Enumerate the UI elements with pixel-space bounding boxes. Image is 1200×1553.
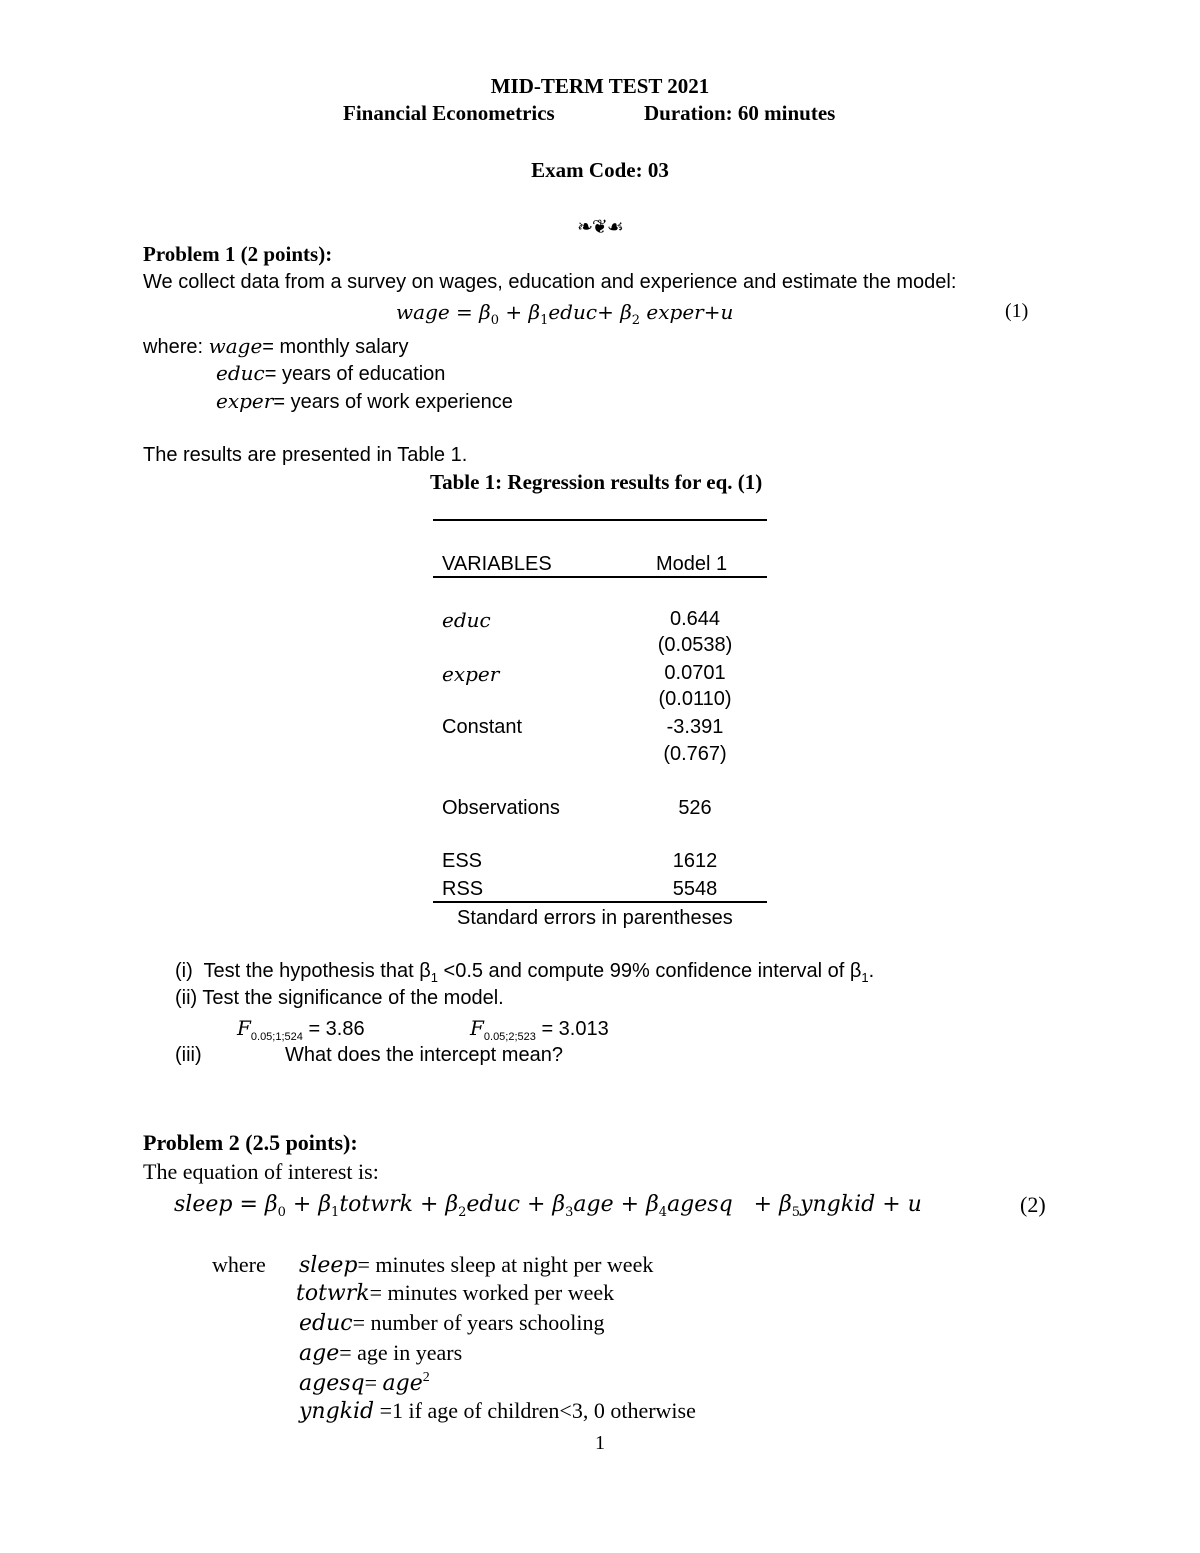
- ornament-icon: ❧❦☙: [577, 216, 623, 238]
- definition-yngkid: yngkid =1 if age of children<3, 0 otherwise: [299, 1398, 696, 1424]
- definition-educ: educ= years of education: [216, 361, 446, 385]
- page-number: 1: [595, 1432, 605, 1454]
- definition-wage: where: wage= monthly salary: [143, 334, 409, 358]
- table-caption: Table 1: Regression results for eq. (1): [430, 470, 763, 494]
- page-title: MID-TERM TEST 2021: [490, 74, 710, 98]
- exam-duration: Duration: 60 minutes: [644, 101, 836, 125]
- f-critical-1: $F_{0.05;1;524} = 3.86$: [237, 1016, 365, 1043]
- table-header-rule: [433, 576, 767, 578]
- course-name: Financial Econometrics: [343, 101, 555, 125]
- problem1-heading: Problem 1 (2 points):: [143, 242, 333, 266]
- results-text: The results are presented in Table 1.: [143, 444, 468, 466]
- problem2-heading: Problem 2 (2.5 points):: [143, 1130, 358, 1155]
- table-row-constant-name: Constant: [442, 716, 523, 738]
- question-iii-text: What does the intercept mean?: [285, 1044, 563, 1066]
- table-observations-value: 526: [678, 797, 712, 819]
- table-header-variables: VARIABLES: [442, 553, 552, 575]
- definition-totwrk: totwrk= minutes worked per week: [296, 1280, 615, 1306]
- table-row-constant-coef: -3.391: [666, 716, 724, 738]
- problem2-where: where: [212, 1252, 266, 1277]
- table-row-exper-se: (0.0110): [658, 688, 732, 710]
- table-bottom-rule: [433, 901, 767, 903]
- table-rss-label: RSS: [442, 878, 484, 900]
- problem1-intro: We collect data from a survey on wages, education and experience and estimate the model:: [143, 271, 957, 293]
- table-row-constant-se: (0.767): [663, 743, 727, 765]
- table-row-educ-coef: 0.644: [669, 608, 721, 630]
- table-row-educ-name: educ: [442, 608, 491, 632]
- question-iii-label: (iii): [175, 1044, 202, 1066]
- table-row-exper-coef: 0.0701: [664, 662, 726, 684]
- table-ess-value: 1612: [672, 850, 718, 872]
- table-top-rule: [433, 519, 767, 521]
- equation-2: sleep = $\beta_0$ + $\beta_1totwrk$ + $\beta_2educ + \beta_3age$ + $\beta_4agesq$ + $\beta_5yngkid + u$: [174, 1192, 922, 1220]
- problem2-intro: The equation of interest is:: [143, 1159, 379, 1184]
- question-i: (i) Test the hypothesis that $\beta_1 <0.5$ and compute 99% confidence interval of $\beta_1$.: [175, 960, 875, 985]
- table-row-exper-name: exper: [442, 662, 500, 686]
- equation-1: wage = $\beta_0$ + $\beta_1educ+ \beta_2$ exper+u: [396, 300, 734, 328]
- table-ess-label: ESS: [442, 850, 483, 872]
- definition-sleep: sleep= minutes sleep at night per week: [299, 1252, 654, 1278]
- definition-exper: exper= years of work experience: [216, 389, 513, 413]
- definition-age: age= age in years: [299, 1340, 463, 1366]
- table-rss-value: 5548: [672, 878, 718, 900]
- equation-1-number: (1): [1005, 300, 1029, 322]
- question-ii: (ii) Test the significance of the model.: [175, 987, 504, 1009]
- exam-code: Exam Code: 03: [531, 158, 669, 182]
- table-row-educ-se: (0.0538): [657, 634, 733, 656]
- table-observations-label: Observations: [442, 797, 560, 819]
- table-note: Standard errors in parentheses: [457, 907, 733, 929]
- table-header-model: Model 1: [656, 553, 728, 575]
- definition-educ2: educ= number of years schooling: [299, 1310, 605, 1336]
- f-critical-2: $F_{0.05;2;523} = 3.013$: [470, 1016, 609, 1043]
- equation-2-number: (2): [1020, 1192, 1046, 1217]
- definition-agesq: agesq= age$^2$: [299, 1370, 430, 1396]
